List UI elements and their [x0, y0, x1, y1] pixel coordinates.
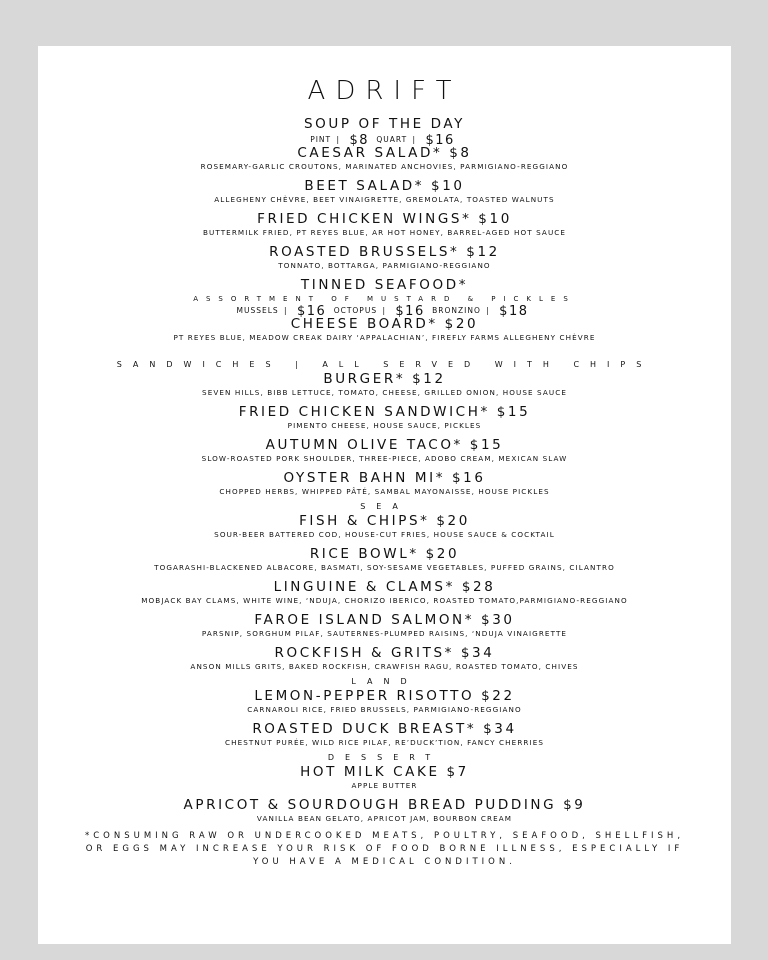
- option-price: $16: [296, 304, 327, 319]
- menu-item: [38, 546, 731, 573]
- menu-item: [38, 371, 731, 398]
- tinned-options: [38, 304, 731, 319]
- menu-item: [38, 316, 731, 343]
- dish-name: FRIED CHICKEN WINGS* $10: [257, 211, 512, 227]
- dish-name: FRIED CHICKEN SANDWICH* $15: [238, 404, 531, 420]
- menu-item: [38, 437, 731, 464]
- dish-description: VANILLA BEAN GELATO, APRICOT JAM, BOURBON CREAM: [256, 814, 513, 823]
- separator: |: [284, 306, 288, 315]
- menu-item: [38, 645, 731, 672]
- menu-item: [38, 764, 731, 791]
- section-header-dessert: DESSERT: [327, 753, 442, 762]
- option-label: OCTOPUS: [333, 306, 378, 315]
- dish-description: PT REYES BLUE, MEADOW CREAK DAIRY ‘APPALACHIAN’, FIREFLY FARMS ALLEGHENY CHÈVRE: [173, 333, 596, 342]
- menu-item: [38, 721, 731, 748]
- separator: |: [412, 135, 417, 144]
- menu-item: [38, 404, 731, 431]
- separator: |: [486, 306, 490, 315]
- menu-item-soup: [38, 116, 731, 148]
- dish-description: SLOW-ROASTED PORK SHOULDER, THREE-PIECE, ADOBO CREAM, MEXICAN SLAW: [201, 454, 568, 463]
- menu-item: [38, 211, 731, 238]
- separator: |: [336, 135, 341, 144]
- dish-name: FISH & CHIPS* $20: [299, 513, 470, 529]
- dish-name: APRICOT & SOURDOUGH BREAD PUDDING $9: [183, 797, 586, 813]
- food-safety-disclaimer: *CONSUMING RAW OR UNDERCOOKED MEATS, POULTRY, SEAFOOD, SHELLFISH, OR EGGS MAY INCREASE YOUR RISK OF FOOD BORNE ILLNESS, ESPECIALLY IF YOU HAVE A MEDICAL CONDITION.: [84, 831, 685, 867]
- menu-item: [38, 579, 731, 606]
- menu-item: [38, 612, 731, 639]
- size-label: QUART: [376, 135, 408, 144]
- dish-description: PIMENTO CHEESE, HOUSE SAUCE, PICKLES: [287, 421, 482, 430]
- section-header-sea: SEA: [360, 502, 409, 511]
- section-header-sandwiches: SANDWICHES | ALL SERVED WITH CHIPS: [116, 360, 653, 369]
- dish-name: BURGER* $12: [323, 371, 446, 387]
- menu-item-tinned-seafood: [38, 277, 731, 319]
- dish-description: TOGARASHI-BLACKENED ALBACORE, BASMATI, SOY-SESAME VEGETABLES, PUFFED GRAINS, CILANTRO: [154, 563, 615, 572]
- size-price: $8: [349, 133, 369, 148]
- menu-item: [38, 244, 731, 271]
- menu-item: [38, 178, 731, 205]
- separator: |: [382, 306, 387, 315]
- dish-description: APPLE BUTTER: [351, 781, 418, 790]
- dish-name: AUTUMN OLIVE TACO* $15: [265, 437, 504, 453]
- dish-description: ALLEGHENY CHÈVRE, BEET VINAIGRETTE, GREMOLATA, TOASTED WALNUTS: [214, 195, 555, 204]
- dish-name: BEET SALAD* $10: [304, 178, 465, 194]
- dish-name: ROCKFISH & GRITS* $34: [274, 645, 495, 661]
- option-price: $18: [499, 304, 529, 319]
- dish-name: TINNED SEAFOOD*: [300, 277, 469, 293]
- dish-name: LINGUINE & CLAMS* $28: [273, 579, 496, 595]
- size-price: $16: [425, 133, 455, 148]
- dish-description: CHESTNUT PURÉE, WILD RICE PILAF, RE’DUCK’TION, FANCY CHERRIES: [224, 738, 545, 747]
- option-price: $16: [395, 304, 425, 319]
- size-label: PINT: [310, 135, 332, 144]
- dish-description: SEVEN HILLS, BIBB LETTUCE, TOMATO, CHEESE, GRILLED ONION, HOUSE SAUCE: [202, 388, 567, 397]
- restaurant-logo: ADRIFT: [307, 76, 462, 106]
- dish-description: ANSON MILLS GRITS, BAKED ROCKFISH, CRAWFISH RAGU, ROASTED TOMATO, CHIVES: [190, 662, 579, 671]
- dish-description: PARSNIP, SORGHUM PILAF, SAUTERNES-PLUMPED RAISINS, ‘NDUJA VINAIGRETTE: [201, 629, 568, 638]
- dish-name: RICE BOWL* $20: [309, 546, 460, 562]
- dish-name: CAESAR SALAD* $8: [297, 145, 472, 161]
- dish-name: FAROE ISLAND SALMON* $30: [254, 612, 515, 628]
- dish-description: CARNAROLI RICE, FRIED BRUSSELS, PARMIGIANO-REGGIANO: [247, 705, 522, 714]
- dish-name: SOUP OF THE DAY: [303, 116, 465, 132]
- dish-name: ROASTED BRUSSELS* $12: [269, 244, 500, 260]
- dish-name: HOT MILK CAKE $7: [300, 764, 469, 780]
- dish-description: BUTTERMILK FRIED, PT REYES BLUE, AR HOT HONEY, BARREL-AGED HOT SAUCE: [202, 228, 567, 237]
- dish-name: ROASTED DUCK BREAST* $34: [252, 721, 517, 737]
- option-label: BRONZINO: [432, 306, 481, 315]
- dish-name: CHEESE BOARD* $20: [290, 316, 479, 332]
- dish-description: TONNATO, BOTTARGA, PARMIGIANO-REGGIANO: [278, 261, 491, 270]
- menu-item: [38, 513, 731, 540]
- menu-item: [38, 470, 731, 497]
- soup-sizes: [38, 133, 731, 148]
- menu-item: [38, 797, 731, 824]
- dish-name: LEMON-PEPPER RISOTTO $22: [254, 688, 515, 704]
- dish-name: OYSTER BAHN MI* $16: [283, 470, 486, 486]
- menu-content: [38, 76, 731, 869]
- section-header-land: LAND: [351, 677, 418, 686]
- menu-sheet: [38, 46, 731, 944]
- dish-description: CHOPPED HERBS, WHIPPED PÂTÉ, SAMBAL MAYONAISSE, HOUSE PICKLES: [219, 487, 550, 496]
- dish-description: MOBJACK BAY CLAMS, WHITE WINE, ‘NDUJA, CHORIZO IBERICO, ROASTED TOMATO,PARMIGIANO-REGGIANO: [141, 596, 628, 605]
- dish-description: SOUR-BEER BATTERED COD, HOUSE-CUT FRIES, HOUSE SAUCE & COCKTAIL: [214, 530, 555, 539]
- menu-item: [38, 145, 731, 172]
- option-label: MUSSELS: [236, 306, 279, 315]
- menu-item: [38, 688, 731, 715]
- dish-description: ROSEMARY-GARLIC CROUTONS, MARINATED ANCHOVIES, PARMIGIANO-REGGIANO: [200, 162, 569, 171]
- dish-description: ASSORTMENT OF MUSTARD & PICKLES: [193, 295, 576, 303]
